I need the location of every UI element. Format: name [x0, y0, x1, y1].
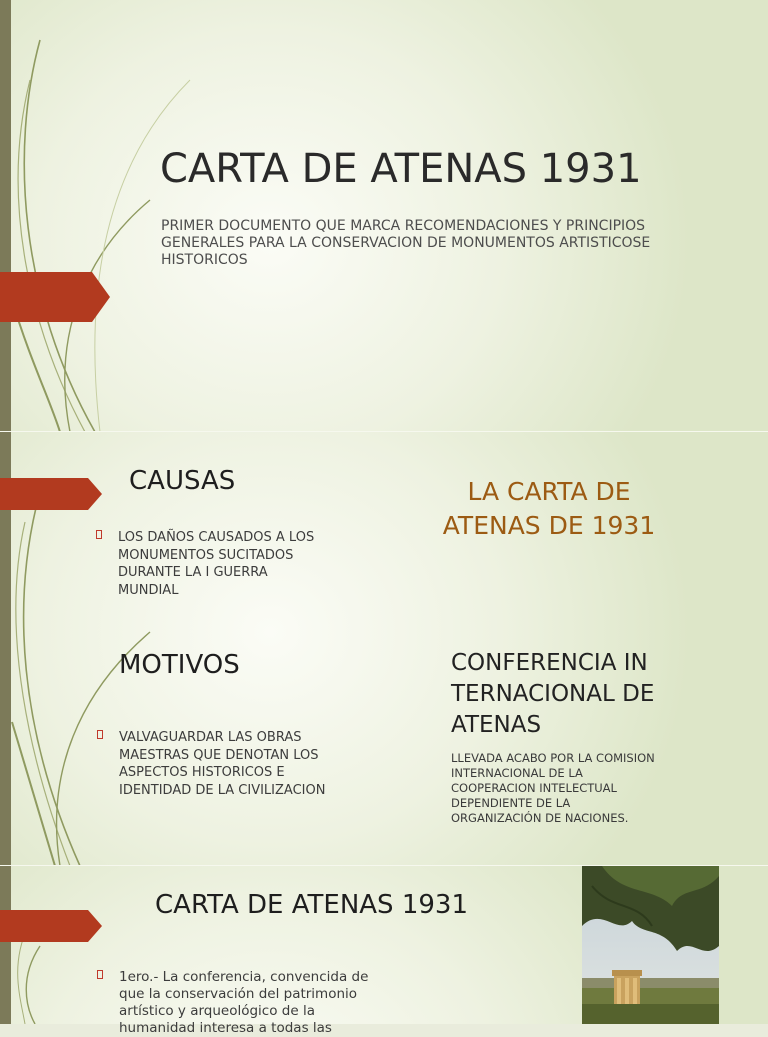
causas-bullet-text: LOS DAÑOS CAUSADOS A LOS MONUMENTOS SUCITADOS DURANTE LA I GUERRA MUNDIAL: [118, 530, 315, 598]
side-title: LA CARTA DE ATENAS DE 1931: [442, 477, 656, 540]
slide3-bullet-text: 1ero.- La conferencia, convencida de que la conservación del patrimonio artístico y arqueológico de la humanidad interesa a todas las: [119, 969, 369, 1036]
red-arrow-tab: [0, 910, 102, 942]
athens-temple-photo: [582, 866, 719, 1024]
motivos-heading: MOTIVOS: [119, 650, 240, 680]
page-subtitle: PRIMER DOCUMENTO QUE MARCA RECOMENDACIONES Y PRINCIPIOS GENERALES PARA LA CONSERVACION DE MONUMENTOS ARTISTICOSE HISTORICOS: [161, 218, 651, 268]
bullet-marker-icon: [97, 970, 103, 979]
motivos-bullet: [97, 729, 332, 799]
motivos-bullet-text: VALVAGUARDAR LAS OBRAS MAESTRAS QUE DENOTAN LOS ASPECTOS HISTORICOS E IDENTIDAD DE LA CIVILIZACION: [119, 730, 326, 798]
bullet-marker-icon: [96, 530, 102, 539]
conference-title: CONFERENCIA INTERNACIONAL DE ATENAS: [451, 650, 655, 738]
red-arrow-tab: [0, 272, 110, 322]
page-title: CARTA DE ATENAS 1931: [160, 146, 642, 192]
red-arrow-tab: [0, 478, 102, 510]
conference-description: LLEVADA ACABO POR LA COMISION INTERNACIONAL DE LA COOPERACION INTELECTUAL DEPENDIENTE DE LA ORGANIZACIÓN DE NACIONES.: [451, 751, 655, 825]
slide3-title: CARTA DE ATENAS 1931: [155, 890, 468, 920]
slide-1: [0, 0, 768, 432]
causas-bullet: [96, 529, 316, 599]
causas-heading: CAUSAS: [129, 466, 236, 496]
slide3-bullet: [97, 969, 389, 1037]
bullet-marker-icon: [97, 730, 103, 739]
decorative-swoosh: [0, 0, 200, 432]
